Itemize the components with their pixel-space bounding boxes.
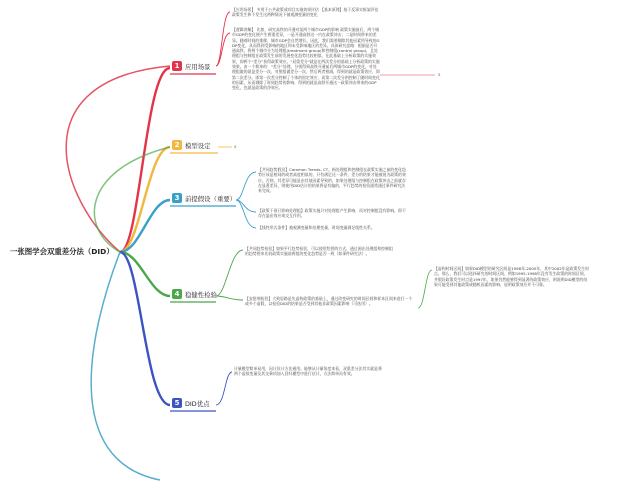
branch-number-4: 4 [172,289,182,299]
branch-label-1: 应用场景 [185,62,211,71]
note-placebo-test: 【安慰剂检验】大致思路是先虚构政策的基础上，通过改变研究的时间区间和样本区间来进行一个或多个虚假，以检验DID的结果是否受到其他非政策因素影响（可选用）。 [245,296,413,307]
branch-label-5: DID优点 [185,399,210,408]
note-linear-form: 【线性形式条件】被观测变量和处理变量，时间变量满足线性关系。 [258,225,375,230]
branch-label-4: 稳健性检验 [185,290,217,299]
branch-3[interactable] [172,193,236,203]
branch-1[interactable] [172,61,211,71]
note-scenario-principle: 【应用场景】 多用于公共政策或项目实施效果评估 【基本原理】基于反事实框架评估政策发生和不发生这两种情况下被观测变量的变化 [232,7,379,18]
branch-4[interactable] [172,289,217,299]
branch-5[interactable] [172,398,210,408]
branch-2[interactable] [172,140,211,150]
note-scenario-logic: 【逻辑讲解】 比如，研究高铁的开通对某两个城市GDP的影响 政策实施前后，两个城市GDP的变化便产生两重差异，一是开通高铁这一内在政策冲击；二是时间带来的差异。随着时间的推移，城市GDP会自然增长，因此，我们需要剔除其他因素所导致的GDP变化，从而得到受影响的地区和未受影响地区的差异。具体研究思路：根据是否开通高铁，将两个城市分为处理组(treatment group)和控制组(control group)，且处理组与控制组在政策发生前的发展变化趋势比较相似，在此基础上分析政策的实施效果，即两个“差分”获得政策效应。"双重差分"就是在两次差分的基础上分析政策的实施效果。由一个简单的：“差分”处理，分别得到高铁开通前后两城市GDP的变化，对处理组做的就是差分一次，对照组做差分一次，然后两者相减，得到的就是政策效应，即第二次差分。即第一次差分控制了个体的固定效应，而第二次差分则控制了随时间变化的因素，从而剔除了时间趋势的影响，得到的就是高铁开通这一政策冲击带来的GDP变化，也就是政策的净效应。 [232,27,380,91]
branch-label-2: 模型设定 [185,141,211,150]
note-scenario-small: a [438,72,441,77]
branch-number-2: 2 [172,140,182,150]
branch-number-3: 3 [172,193,182,203]
note-did-advantage: 计量模型简单易用，因计设计方法通用。能够从计量角度来看，双重差分法其实就是将两个虚拟变量及其交乘项加入回归模型中进行估计，方法简单而有效。 [234,366,382,377]
note-common-trends: 【共同趋势假设】Common Trends, CT。指处理组和控制组在政策实施之前的变化趋势应该是相同的或者高度相似的，只有满足这一条件，差分的结果才能被视为政策的效应。否则，其差异可能是由其他因素导致的，如果处理组与控制组在政策冲击之前就存在显著差异，则使用DID估计的结果将是有偏的，平行趋势的检验通常通过事件研究法来完成。 [258,167,406,194]
note-common-trend-test: 【共同趋势检验】如果平行趋势检验，可以使用绘图的方式，通过画出处理组和控制组的趋势图来比较政策实施前两组的变化趋势是否一致（如事件研究法）。 [245,246,393,257]
note-policy-only-treatment: 【政策干预只影响处理组】政策实施只对处理组产生影响，而对控制组没有影响，即不存在溢出效应或交互作用。 [258,208,406,219]
note-model-small: a [234,144,237,149]
branch-label-3: 前提假设（重要） [185,194,237,203]
branch-connector-2 [120,147,170,252]
note-fictitious-interval: 【虚构时间区间】如果DID模型的研究区间是1998年-2005年，其中2002年是政策发生时点。那么，我们可以选择研究的时间区间，例如1995-1998年没有发生政策的时间区间，并假设政策发生时点是1997年，如果仍然能够得到显著的政策效应，则说明DID模型的结果可能受到其他政策或随机因素的影响，说明政策效应并不可靠。 [434,266,589,287]
branch-number-5: 5 [172,398,182,408]
branch-number-1: 1 [172,61,182,71]
root-title: 一张图学会双重差分法（DID） [10,247,114,256]
